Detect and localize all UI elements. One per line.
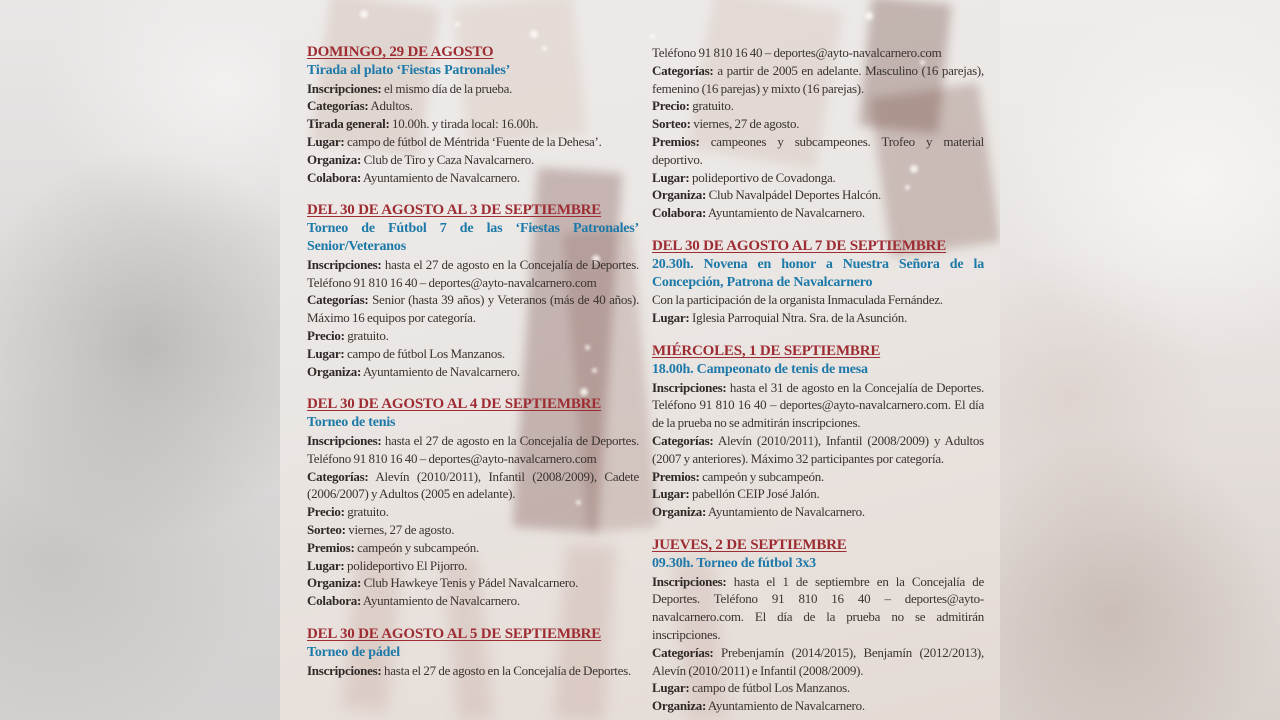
- detail-text: 10.00h. y tirada local: 16.00h.: [392, 116, 539, 132]
- detail-line: [652, 573, 984, 644]
- detail-line: [307, 662, 639, 680]
- detail-text: Alevín (2010/2011), Infantil (2008/2009), Cadete (2006/2007) y Adultos (2005 en adelante).: [307, 468, 639, 502]
- detail-label: Inscripciones:: [307, 662, 382, 678]
- detail-line: [307, 133, 639, 151]
- detail-text: campo de fútbol Los Manzanos.: [692, 680, 850, 696]
- detail-line: [307, 363, 639, 381]
- detail-text: gratuito.: [347, 327, 389, 343]
- detail-label: Premios:: [307, 539, 355, 555]
- detail-label: Lugar:: [307, 557, 345, 573]
- event-section: [652, 537, 984, 715]
- event-details: [307, 80, 639, 187]
- detail-label: Precio:: [307, 504, 345, 520]
- background-blur-left: [0, 0, 281, 720]
- detail-label: Organiza:: [652, 698, 707, 714]
- event-details: [307, 256, 639, 381]
- detail-line: [307, 256, 639, 292]
- event-section: [652, 238, 984, 327]
- detail-text: hasta el 1 de septiembre en la Concejalía de Deportes. Teléfono 91 810 16 40 – deportes@ayto-navalcarnero.com. El día de la prueba no se admitirán inscripciones.: [652, 573, 985, 642]
- detail-label: Inscripciones:: [307, 256, 382, 272]
- event-date-heading: DEL 30 DE AGOSTO AL 4 DE SEPTIEMBRE: [307, 396, 602, 413]
- detail-line: [652, 291, 984, 309]
- detail-line: [652, 204, 984, 222]
- event-details: [652, 291, 984, 327]
- detail-label: Lugar:: [307, 133, 345, 149]
- detail-text: Con la participación de la organista Inmaculada Fernández.: [652, 292, 943, 308]
- detail-text: polideportivo El Pijorro.: [347, 557, 468, 573]
- detail-line: [307, 539, 639, 557]
- event-title: 18.00h. Campeonato de tenis de mesa: [652, 361, 868, 377]
- detail-label: Colabora:: [652, 205, 707, 221]
- detail-line: [652, 97, 984, 115]
- detail-label: Premios:: [652, 133, 700, 149]
- detail-label: Precio:: [652, 98, 690, 114]
- event-details: [307, 662, 639, 680]
- detail-label: Inscripciones:: [652, 573, 727, 589]
- detail-line: [652, 62, 984, 98]
- detail-text: viernes, 27 de agosto.: [348, 521, 455, 537]
- detail-label: Categorías:: [307, 468, 369, 484]
- detail-text: campeón y subcampeón.: [357, 539, 479, 555]
- detail-label: Lugar:: [652, 680, 690, 696]
- detail-line: [652, 468, 984, 486]
- detail-text: gratuito.: [347, 504, 389, 520]
- event-section: [652, 44, 984, 222]
- detail-line: [652, 309, 984, 327]
- detail-text: viernes, 27 de agosto.: [693, 116, 800, 132]
- detail-label: Premios:: [652, 468, 700, 484]
- detail-line: [307, 327, 639, 345]
- detail-label: Colabora:: [307, 169, 362, 185]
- detail-line: [307, 151, 639, 169]
- detail-label: Sorteo:: [652, 116, 691, 132]
- detail-label: Categorías:: [652, 644, 714, 660]
- detail-text: Club de Tiro y Caza Navalcarnero.: [363, 151, 535, 167]
- detail-label: Lugar:: [307, 345, 345, 361]
- detail-text: campo de fútbol Los Manzanos.: [347, 345, 505, 361]
- detail-line: [652, 186, 984, 204]
- event-date-heading: DEL 30 DE AGOSTO AL 3 DE SEPTIEMBRE: [307, 202, 602, 219]
- detail-text: hasta el 27 de agosto en la Concejalía de Deportes. Teléfono 91 810 16 40 – deportes@ayto-navalcarnero.com: [307, 256, 640, 290]
- detail-line: [307, 169, 639, 187]
- event-details: [307, 432, 639, 610]
- detail-line: [652, 44, 984, 62]
- detail-text: campo de fútbol de Méntrida ‘Fuente de la Dehesa’.: [347, 133, 602, 149]
- event-date-heading: DOMINGO, 29 DE AGOSTO: [307, 44, 494, 60]
- detail-text: Ayuntamiento de Navalcarnero.: [707, 504, 865, 520]
- detail-text: Ayuntamiento de Navalcarnero.: [362, 169, 520, 185]
- detail-text: Ayuntamiento de Navalcarnero.: [362, 363, 520, 379]
- detail-text: gratuito.: [692, 98, 734, 114]
- event-title: Torneo de tenis: [307, 415, 396, 431]
- detail-line: [652, 169, 984, 187]
- detail-label: Organiza:: [307, 151, 362, 167]
- detail-label: Categorías:: [307, 98, 369, 114]
- detail-text: campeones y subcampeones. Trofeo y material deportivo.: [652, 133, 984, 167]
- detail-line: [652, 133, 984, 169]
- detail-label: Colabora:: [307, 593, 362, 609]
- event-details: [652, 379, 984, 521]
- event-title: Torneo de Fútbol 7 de las ‘Fiestas Patronales’ Senior/Veteranos: [307, 221, 639, 254]
- detail-text: Iglesia Parroquial Ntra. Sra. de la Asunción.: [692, 310, 907, 326]
- detail-text: Club Navalpádel Deportes Halcón.: [708, 187, 882, 203]
- detail-label: Lugar:: [652, 169, 690, 185]
- detail-line: [652, 432, 984, 468]
- event-section: [307, 44, 639, 186]
- detail-line: [652, 644, 984, 680]
- detail-line: [652, 485, 984, 503]
- detail-label: Categorías:: [307, 292, 369, 308]
- detail-text: el mismo día de la prueba.: [384, 80, 513, 96]
- detail-text: hasta el 27 de agosto en la Concejalía de Deportes.: [384, 662, 631, 678]
- detail-line: [307, 503, 639, 521]
- detail-label: Lugar:: [652, 486, 690, 502]
- detail-label: Inscripciones:: [307, 432, 382, 448]
- event-date-heading: JUEVES, 2 DE SEPTIEMBRE: [652, 536, 847, 553]
- detail-line: [652, 115, 984, 133]
- detail-line: [307, 291, 639, 327]
- detail-line: [307, 97, 639, 115]
- events-column-right: [652, 44, 984, 715]
- detail-line: [307, 468, 639, 504]
- detail-text: Adultos.: [370, 98, 413, 114]
- detail-line: [307, 80, 639, 98]
- detail-line: [307, 521, 639, 539]
- event-title: Torneo de pádel: [307, 644, 400, 660]
- detail-line: [307, 592, 639, 610]
- detail-text: Prebenjamín (2014/2015), Benjamín (2012/2013), Alevín (2010/2011) e Infantil (2008/2009).: [652, 644, 984, 678]
- detail-line: [307, 115, 639, 133]
- detail-label: Organiza:: [307, 575, 362, 591]
- event-title: Tirada al plato ‘Fiestas Patronales’: [307, 62, 511, 78]
- detail-line: [307, 574, 639, 592]
- program-content: [280, 0, 1000, 715]
- detail-text: Club Hawkeye Tenis y Pádel Navalcarnero.: [363, 575, 579, 591]
- detail-text: Ayuntamiento de Navalcarnero.: [707, 205, 865, 221]
- event-date-heading: DEL 30 DE AGOSTO AL 7 DE SEPTIEMBRE: [652, 237, 947, 254]
- detail-label: Sorteo:: [307, 521, 346, 537]
- detail-text: Senior (hasta 39 años) y Veteranos (más de 40 años). Máximo 16 equipos por categoría.: [307, 292, 639, 326]
- detail-label: Organiza:: [307, 363, 362, 379]
- detail-text: a partir de 2005 en adelante. Masculino (16 parejas), femenino (16 parejas) y mixto (16 parejas).: [652, 62, 984, 96]
- program-page: [280, 0, 1000, 720]
- event-section: [307, 396, 639, 610]
- detail-text: Alevín (2010/2011), Infantil (2008/2009) y Adultos (2007 y anteriores). Máximo 32 participantes por categoría.: [652, 432, 984, 466]
- event-details: [652, 44, 984, 222]
- events-column-left: [307, 44, 639, 715]
- detail-text: Ayuntamiento de Navalcarnero.: [707, 698, 865, 714]
- detail-label: Lugar:: [652, 310, 690, 326]
- detail-label: Organiza:: [652, 187, 707, 203]
- event-section: [307, 202, 639, 380]
- detail-label: Inscripciones:: [652, 379, 727, 395]
- detail-text: Ayuntamiento de Navalcarnero.: [362, 593, 520, 609]
- detail-text: Teléfono 91 810 16 40 – deportes@ayto-navalcarnero.com: [652, 45, 942, 60]
- background-blur-right: [1000, 0, 1280, 720]
- detail-text: hasta el 31 de agosto en la Concejalía de Deportes. Teléfono 91 810 16 40 – deportes@ayto-navalcarnero.com. El día de la prueba no se admitirán inscripciones.: [652, 379, 985, 431]
- detail-line: [307, 345, 639, 363]
- detail-line: [307, 432, 639, 468]
- event-section: [652, 343, 984, 521]
- detail-line: [652, 503, 984, 521]
- detail-label: Tirada general:: [307, 116, 390, 132]
- detail-label: Categorías:: [652, 432, 714, 448]
- detail-line: [307, 557, 639, 575]
- event-date-heading: DEL 30 DE AGOSTO AL 5 DE SEPTIEMBRE: [307, 625, 602, 642]
- event-title: 09.30h. Torneo de fútbol 3x3: [652, 555, 816, 571]
- event-details: [652, 573, 984, 715]
- detail-label: Precio:: [307, 327, 345, 343]
- detail-label: Categorías:: [652, 62, 714, 78]
- detail-line: [652, 379, 984, 432]
- event-date-heading: MIÉRCOLES, 1 DE SEPTIEMBRE: [652, 342, 881, 359]
- event-section: [307, 626, 639, 679]
- detail-text: polideportivo de Covadonga.: [692, 169, 836, 185]
- detail-label: Organiza:: [652, 504, 707, 520]
- detail-text: pabellón CEIP José Jalón.: [692, 486, 820, 502]
- detail-line: [652, 697, 984, 715]
- detail-text: hasta el 27 de agosto en la Concejalía de Deportes. Teléfono 91 810 16 40 – deportes@ayto-navalcarnero.com: [307, 432, 640, 466]
- detail-line: [652, 679, 984, 697]
- detail-label: Inscripciones:: [307, 80, 382, 96]
- event-title: 20.30h. Novena en honor a Nuestra Señora de la Concepción, Patrona de Navalcarnero: [652, 256, 984, 290]
- detail-text: campeón y subcampeón.: [702, 468, 824, 484]
